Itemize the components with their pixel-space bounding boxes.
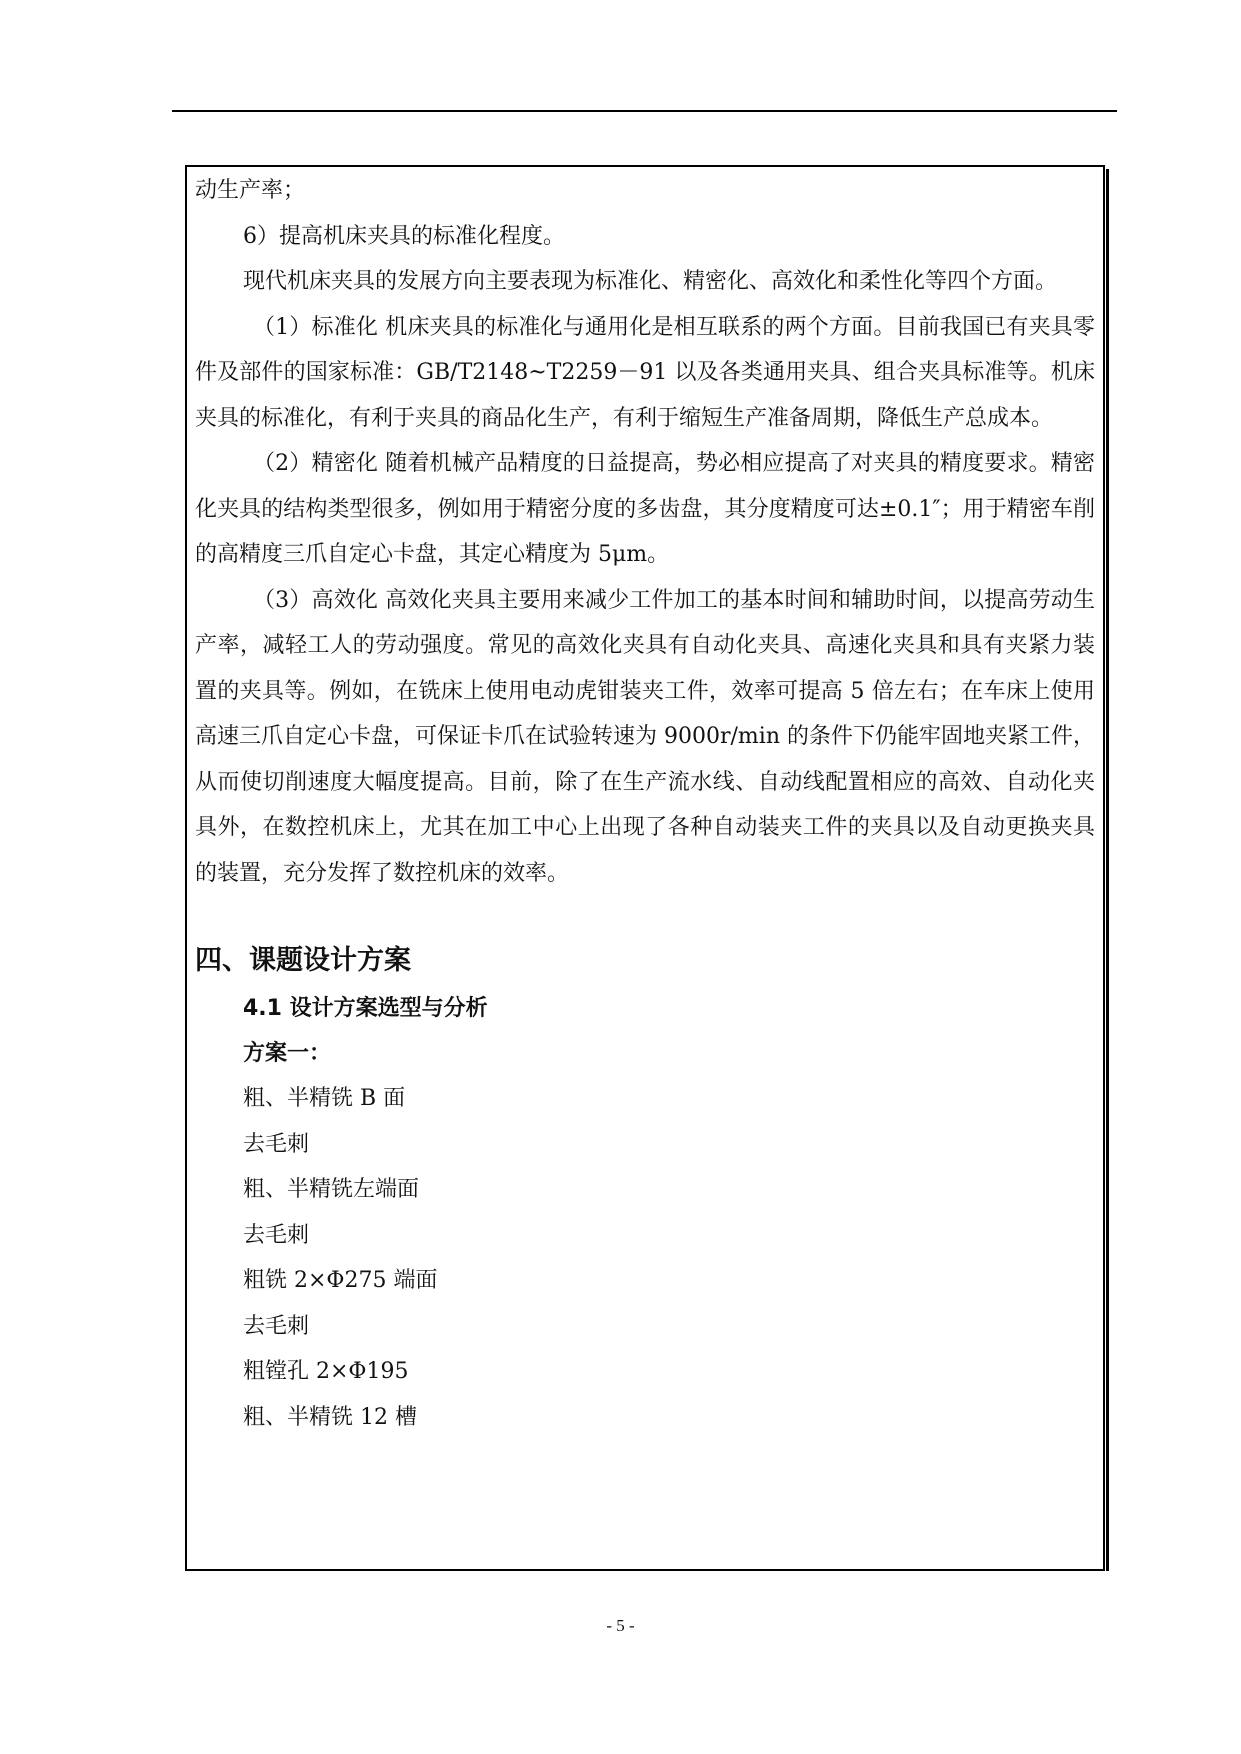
paragraph-precision: （2）精密化 随着机械产品精度的日益提高，势必相应提高了对夹具的精度要求。精密化夹具的结构类型很多，例如用于精密分度的多齿盘，其分度精度可达±0.1″；用于精密车削的高精度三爪自定心卡盘，其定心精度为 5μm。 — [195, 451, 1095, 567]
plan-step: 去毛刺 — [243, 1131, 310, 1157]
plan-step: 粗、半精铣 12 槽 — [243, 1404, 417, 1430]
header-rule — [172, 110, 1117, 112]
paragraph-item-6: 6）提高机床夹具的标准化程度。 — [243, 223, 565, 249]
paragraph-efficiency: （3）高效化 高效化夹具主要用来减少工件加工的基本时间和辅助时间，以提高劳动生产率，减轻工人的劳动强度。常见的高效化夹具有自动化夹具、高速化夹具和具有夹紧力装置的夹具等。例如，在铣床上使用电动虎钳装夹工件，效率可提高 5 倍左右；在车床上使用高速三爪自定心卡盘，可保证卡爪在试验转速为 9000r/min 的条件下仍能牢固地夹紧工件，从而使切削速度大幅度提高。目前，除了在生产流水线、自动线配置相应的高效、自动化夹具外，在数控机床上，尤其在加工中心上出现了各种自动装夹工件的夹具以及自动更换夹具的装置，充分发挥了数控机床的效率。 — [195, 587, 1095, 886]
section-title: 四、课题设计方案 — [195, 945, 411, 976]
page-content — [195, 168, 1095, 1440]
plan-step: 粗、半精铣左端面 — [243, 1177, 420, 1202]
paragraph-development-direction: 现代机床夹具的发展方向主要表现为标准化、精密化、高效化和柔性化等四个方面。 — [243, 269, 1058, 294]
plan-step: 去毛刺 — [243, 1222, 310, 1248]
plan-step: 粗、半精铣 B 面 — [243, 1086, 406, 1111]
plan-step: 去毛刺 — [243, 1313, 310, 1339]
plan-step: 粗铣 2×Φ275 端面 — [243, 1268, 438, 1293]
plan-label: 方案一： — [243, 1041, 332, 1066]
section-subtitle: 4.1 设计方案选型与分析 — [243, 996, 488, 1021]
paragraph-continuation: 动生产率； — [195, 178, 306, 203]
page-number: - 5 - — [606, 1616, 635, 1635]
plan-step: 粗镗孔 2×Φ195 — [243, 1359, 409, 1384]
paragraph-standardization: （1）标准化 机床夹具的标准化与通用化是相互联系的两个方面。目前我国已有夹具零件及部件的国家标准：GB/T2148~T2259－91 以及各类通用夹具、组合夹具标准等。机床夹具的标准化，有利于夹具的商品化生产，有利于缩短生产准备周期，降低生产总成本。 — [195, 314, 1095, 431]
